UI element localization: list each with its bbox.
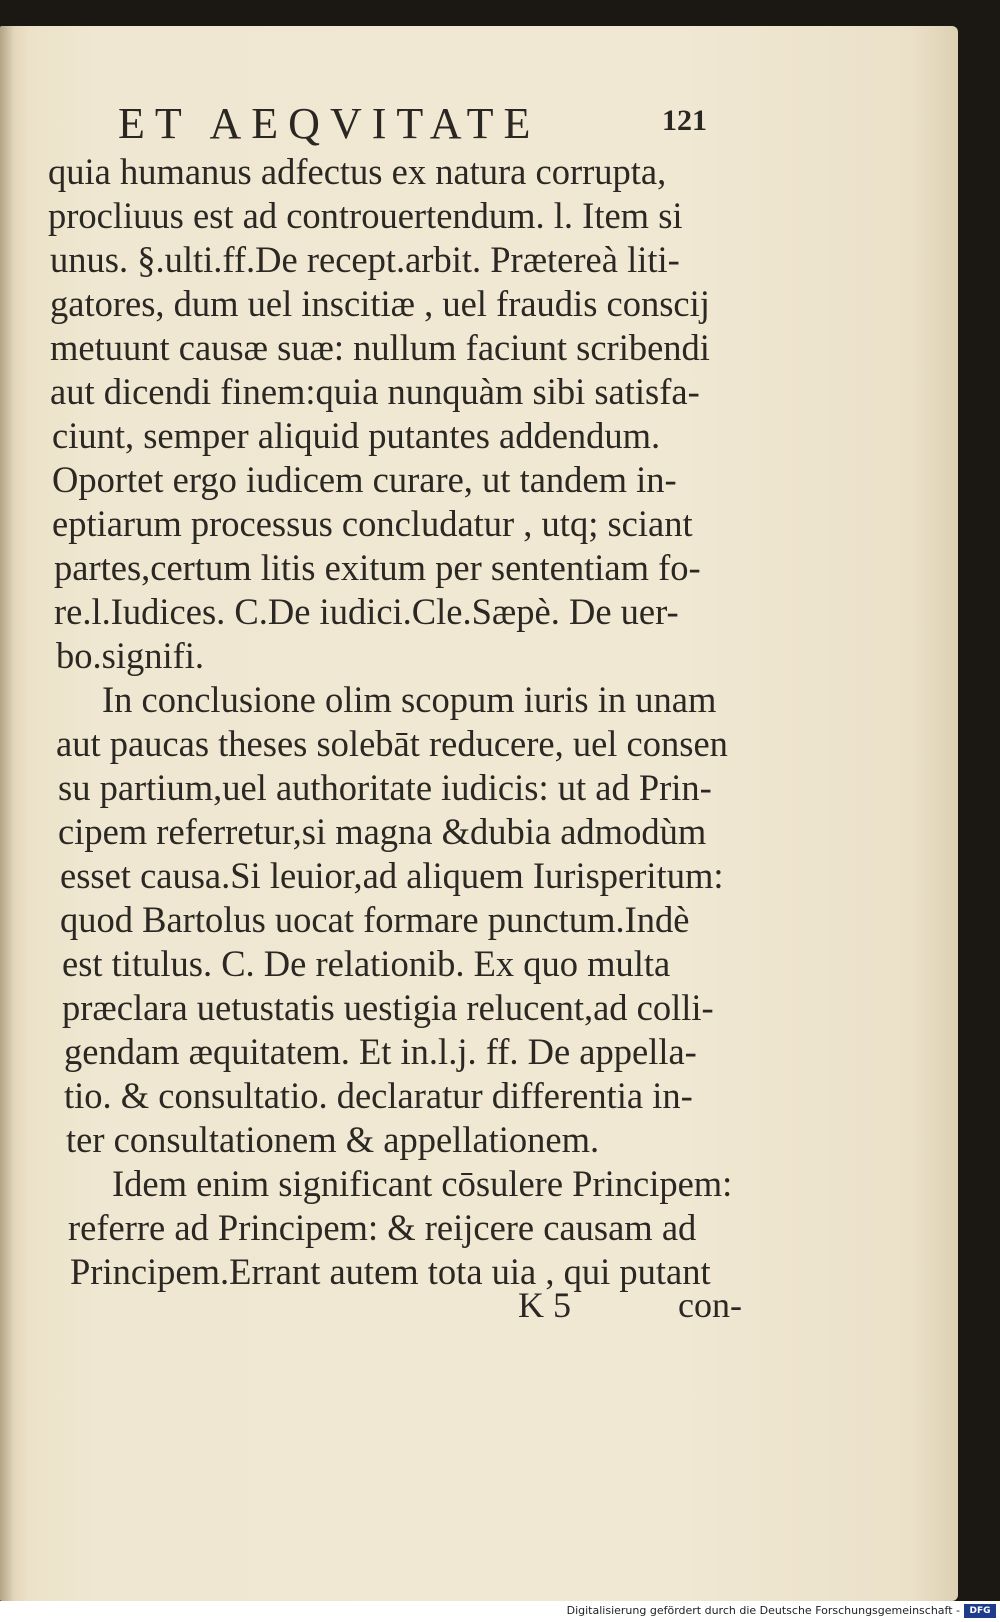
text-line: re.l.Iudices. C.De iudici.Cle.Sæpè. De uer- (54, 591, 679, 632)
text-line: Oportet ergo iudicem curare, ut tandem in- (52, 459, 677, 500)
text-line: procliuus est ad controuertendum. l. Item si (48, 195, 683, 236)
text-line: tio. & consultatio. declaratur differentia in- (64, 1075, 693, 1116)
digitization-footer (0, 1601, 1000, 1622)
text-line: ciunt, semper aliquid putantes addendum. (52, 415, 661, 456)
text-line: su partium,uel authoritate iudicis: ut ad Prin- (58, 767, 712, 808)
running-head: ET AEQVITATE (118, 99, 541, 148)
text-line: Idem enim significant cōsulere Principem: (112, 1163, 733, 1204)
text-line: ter consultationem & appellationem. (66, 1119, 600, 1160)
text-line: Principem.Errant autem tota uia , qui putant (70, 1251, 711, 1292)
text-line: bo.signifi. (56, 635, 205, 676)
signature-mark: K 5 (518, 1285, 571, 1325)
text-line: referre ad Principem: & reijcere causam ad (68, 1207, 697, 1248)
text-line: In conclusione olim scopum iuris in unam (102, 679, 717, 720)
text-line: unus. §.ulti.ff.De recept.arbit. Prætereà liti- (50, 239, 680, 280)
text-line: esset causa.Si leuior,ad aliquem Iurisperitum: (60, 855, 724, 896)
digitization-note: Digitalisierung gefördert durch die Deutsche Forschungsgemeinschaft - (566, 1604, 960, 1617)
text-line: aut paucas theses solebāt reducere, uel consen (56, 723, 728, 764)
catchword: con- (678, 1285, 742, 1325)
text-line: aut dicendi finem:quia nunquàm sibi satisfa- (50, 371, 700, 412)
text-line: quod Bartolus uocat formare punctum.Indè (60, 899, 690, 940)
dfg-logo-icon: DFG (964, 1604, 996, 1618)
page-gutter-shadow (0, 26, 14, 1601)
text-line: eptiarum processus concludatur , utq; sciant (52, 503, 693, 544)
page-number: 121 (662, 104, 707, 137)
signature-catchword-line (518, 1284, 742, 1326)
text-line: partes,certum litis exitum per sententiam fo- (54, 547, 701, 588)
text-line: cipem referretur,si magna &dubia admodùm (58, 811, 707, 852)
text-line: quia humanus adfectus ex natura corrupta, (48, 151, 667, 192)
text-line: gatores, dum uel inscitiæ , uel fraudis conscij (50, 283, 710, 324)
body-text (46, 150, 786, 1294)
text-line: gendam æquitatem. Et in.l.j. ff. De appella- (64, 1031, 697, 1072)
text-line: metuunt causæ suæ: nullum faciunt scribendi (50, 327, 710, 368)
text-line: est titulus. C. De relationib. Ex quo multa (62, 943, 671, 984)
text-line: præclara uetustatis uestigia relucent,ad colli- (62, 987, 714, 1028)
